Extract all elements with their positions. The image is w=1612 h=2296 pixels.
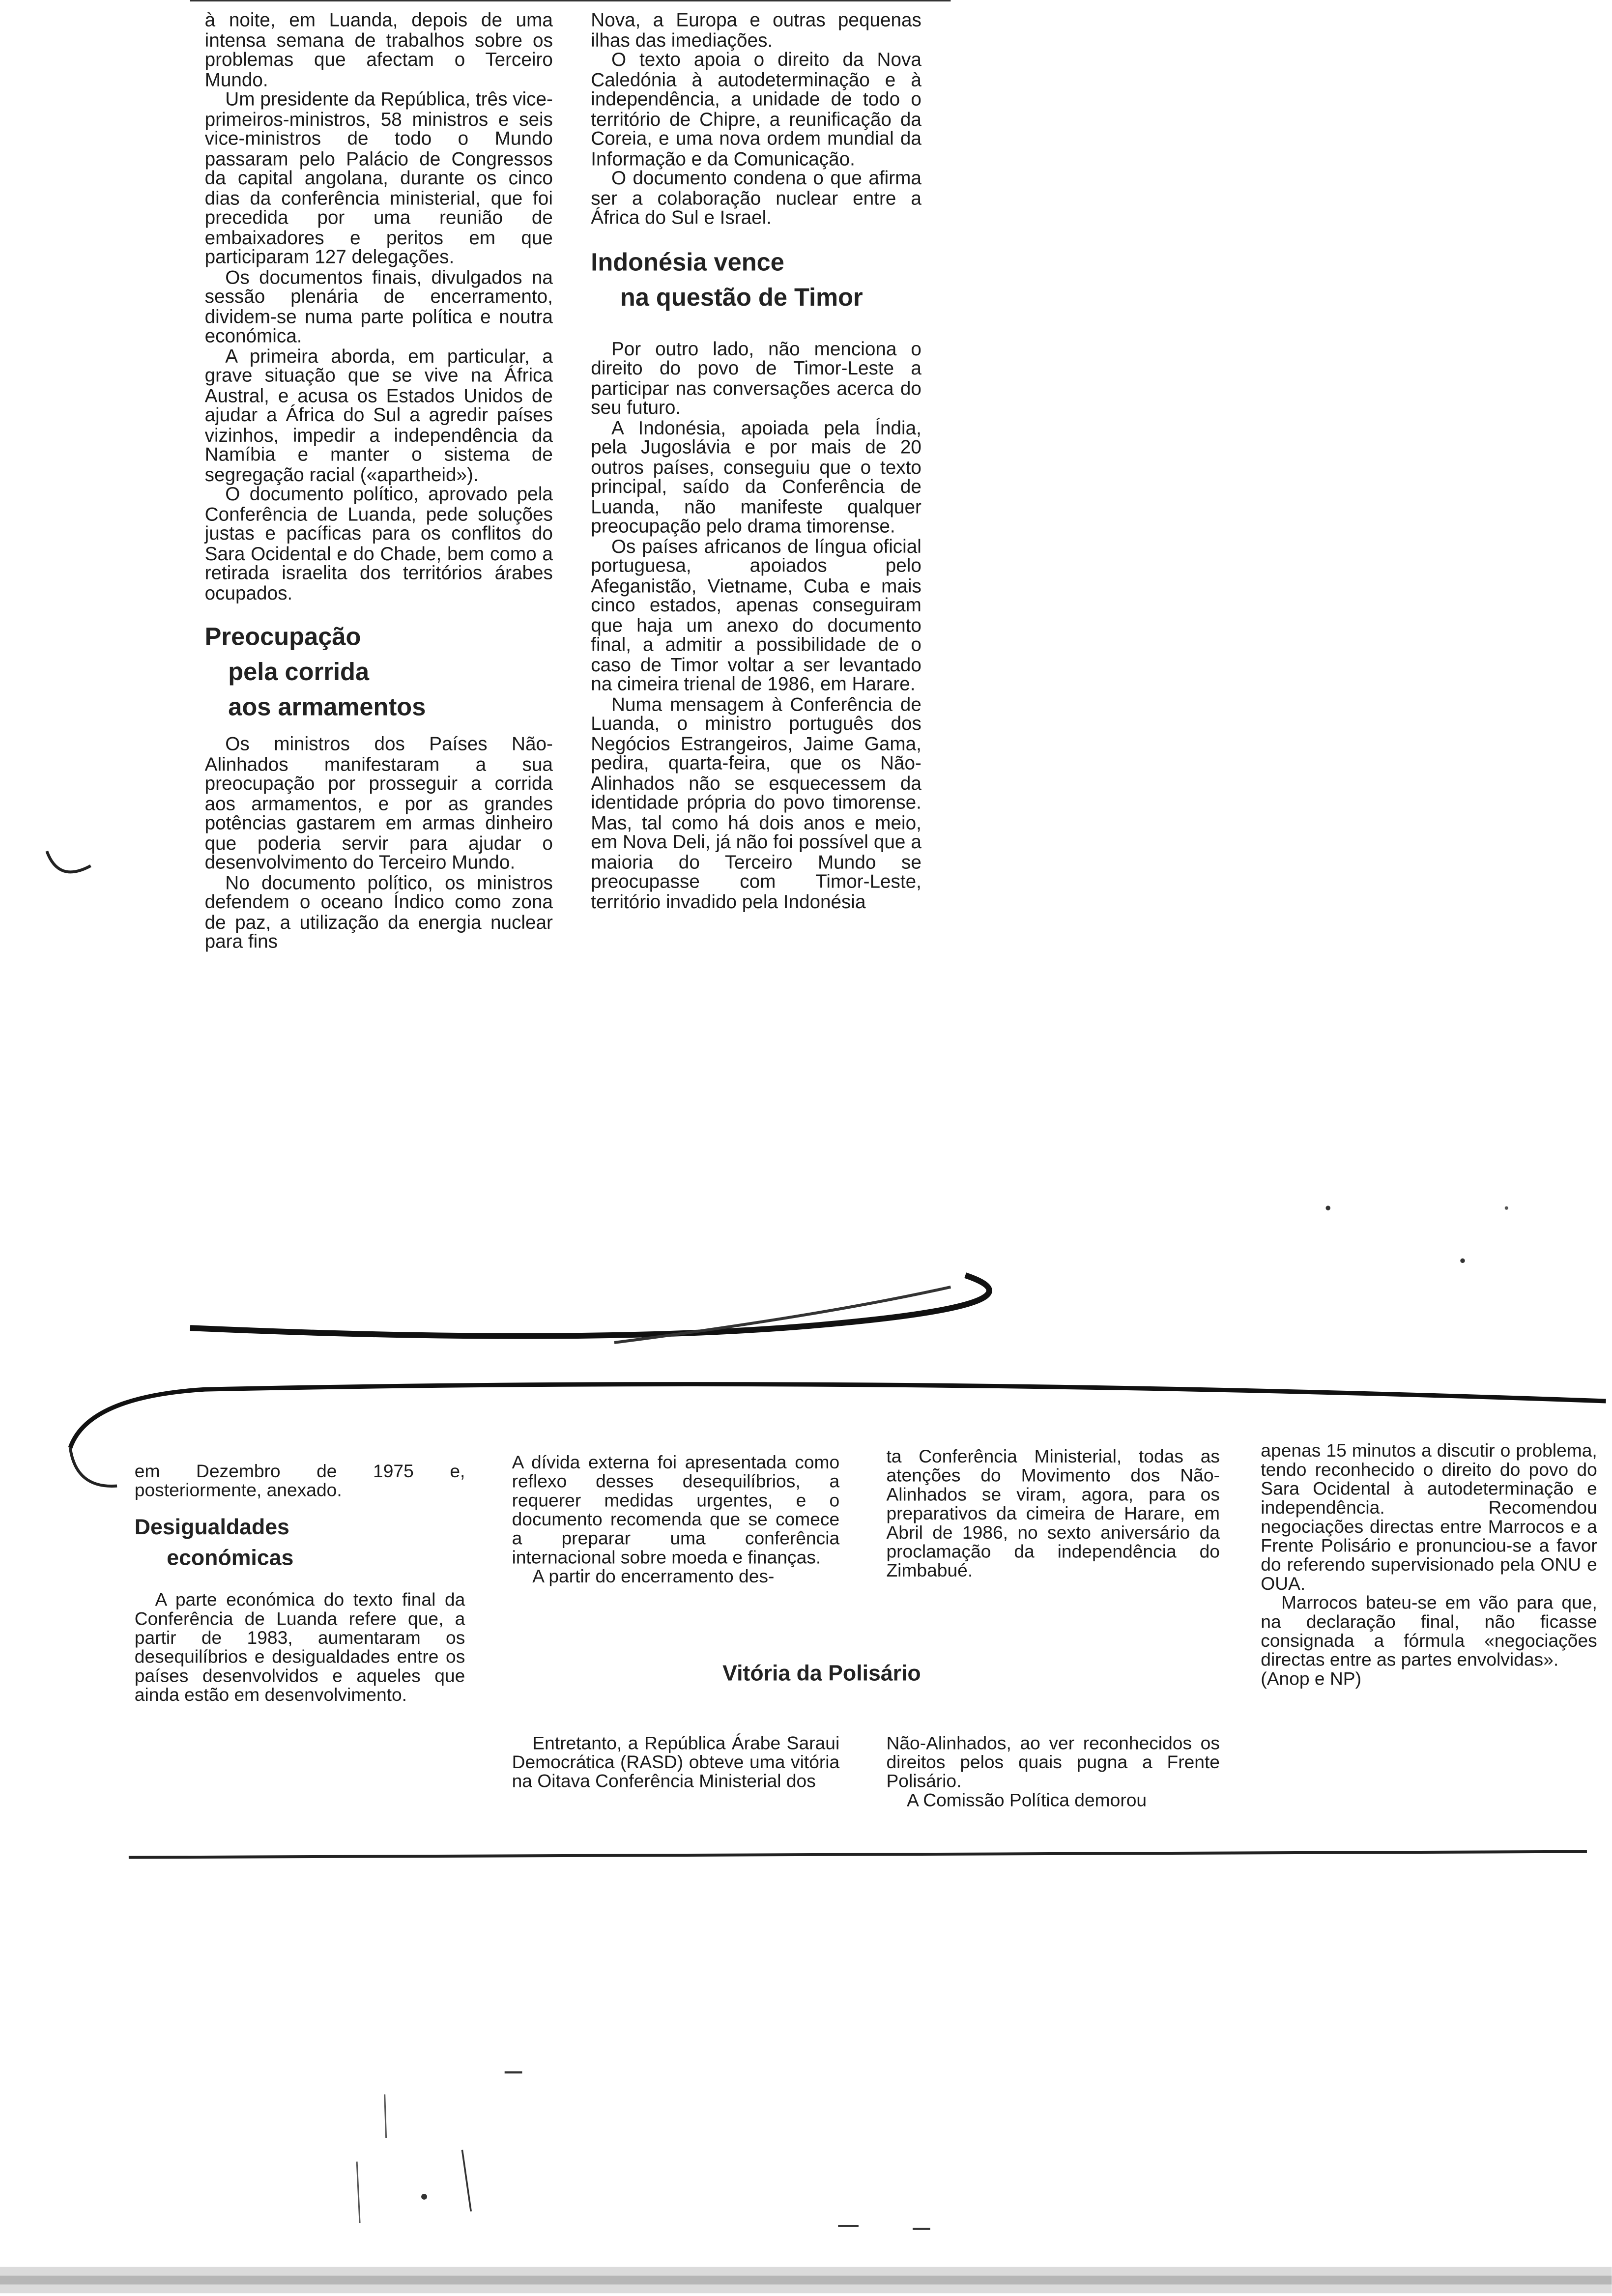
column-2-paragraph: Os países africanos de língua oficial portuguesa, apoiados pelo Afeganistão, Vietname, Cuba e mais cinco estados, apenas conseguiram que haja um anexo do documento final, a admitir a possibilidade de o caso de Timor voltar a ser levantado na cimeira trienal de 1986, em Harare. <box>591 534 921 695</box>
lower-column-2-paragraph: A partir do encerramento des- <box>532 1566 775 1587</box>
column-1-paragraph: Os documentos finais, divulgados na sessão plenária de encerramento, dividem-se numa parte política e noutra económica. <box>204 265 553 347</box>
lower-column-3b <box>886 1735 1220 1811</box>
stray-dot <box>421 2194 427 2200</box>
lower-column-1 <box>135 1463 465 1705</box>
column-2-paragraph: Por outro lado, não menciona o direito do povo de Timor-Leste a participar nas conversações acerca do seu futuro. <box>591 337 921 419</box>
credit-line: (Anop e NP) <box>1261 1668 1362 1690</box>
column-2-lead: Nova, a Europa e outras pequenas ilhas das imediações. <box>591 8 921 51</box>
lower-column-3-paragraph: A Comissão Política demorou <box>907 1790 1147 1811</box>
column-2-paragraph: A Indonésia, apoiada pela Índia, pela Jugoslávia e por mais de 20 outros países, conseguiu que o texto principal, saído da Conferência de Luanda, não manifeste qualquer preocupação pelo drama timorense. <box>591 416 921 537</box>
subheading-desigualdades <box>135 1512 465 1574</box>
cut-line-stroke <box>190 1275 989 1336</box>
lower-column-4-paragraph: apenas 15 minutos a discutir o problema, tendo reconhecido o direito do povo do Sara Ocidental à autodeterminação e independência. Recomendou negociações directas entre Marrocos e a Frente Polisário e pronunciou-se a favor do referendo supervisionado pela ONU e OUA. <box>1261 1440 1597 1594</box>
column-1-paragraph: A primeira aborda, em particular, a grave situação que se vive na África Austral, e acusa os Estados Unidos de ajudar a África do Sul a agredir países vizinhos, impedir a independência da Namíbia e manter o sistema de segregação racial («apartheid»). <box>204 344 553 485</box>
subheading-line: Desigualdades <box>134 1515 289 1540</box>
lower-column-1-paragraph: A parte económica do texto final da Conferência de Luanda refere que, a partir de 1983, aumentaram os desequilíbrios e desigualdades entre os países desenvolvidos e aqueles que ainda estão em desenvolvimento. <box>134 1589 465 1706</box>
cut-line-stroke <box>70 1384 1606 1448</box>
lower-column-1-lead: em Dezembro de 1975 e, posteriormente, anexado. <box>134 1461 465 1501</box>
cut-line-stroke <box>70 1448 117 1486</box>
separator-rule <box>129 1852 1587 1858</box>
subheading-line: pela corrida <box>228 658 370 686</box>
lower-column-4 <box>1261 1442 1597 1689</box>
lower-column-2-paragraph: A dívida externa foi apresentada como reflexo desses desequilíbrios, a requerer medidas urgentes, e o documento recomenda que se comece a preparar uma conferência internacional sobre moeda e finanças. <box>512 1452 840 1568</box>
column-2-paragraph: Numa mensagem à Conferência de Luanda, o ministro português dos Negócios Estrangeiros, Jaime Gama, pedira, quarta-feira, que os Não-Alinhados não se esquecessem da identidade própria do povo timorense. Mas, tal como há dois anos e meio, em Nova Deli, já não foi possível que a maioria do Terceiro Mundo se preocupasse com Timor-Leste, território invadido pela Indonésia <box>591 692 921 912</box>
column-2-paragraph: O texto apoia o direito da Nova Caledónia à autodeterminação e à independência, a unidade de todo o território de Chipre, a reunificação da Coreia, e uma nova ordem mundial da Informação e da Comunicação. <box>591 48 921 169</box>
subheading-line: Preocupação <box>204 623 361 651</box>
lower-column-3-paragraph: ta Conferência Ministerial, todas as atenções do Movimento dos Não-Alinhados se viram, agora, para os preparativos da cimeira de Harare, em Abril de 1986, no sexto aniversário da proclamação da independência do Zimbabué. <box>886 1446 1220 1581</box>
column-1-paragraph: Os ministros dos Países Não-Alinhados manifestaram a sua preocupação por prosseguir a corrida aos armamentos, e por as grandes potências gastarem em armas dinheiro que poderia servir para ajudar o desenvolvimento do Terceiro Mundo. <box>204 732 553 873</box>
lower-column-4-paragraph: Marrocos bateu-se em vão para que, na declaração final, não ficasse consignada a fórmula «negociações directas entre as partes envolvidas». <box>1261 1592 1597 1670</box>
subheading-line: económicas <box>167 1546 294 1571</box>
lower-column-3-paragraph: Não-Alinhados, ao ver reconhecidos os direitos pelos quais pugna a Frente Polisário. <box>886 1733 1220 1792</box>
lower-column-2b <box>512 1735 840 1792</box>
lower-column-3 <box>886 1448 1220 1581</box>
column-2-paragraph: O documento condena o que afirma ser a colaboração nuclear entre a África do Sul e Israel. <box>591 167 921 229</box>
column-1-paragraph: Um presidente da República, três vice-primeiros-ministros, 58 ministros e seis vice-ministros de todo o Mundo passaram pelo Palácio de Congressos da capital angolana, durante os cinco dias da conferência ministerial, que foi precedida por uma reunião de embaixadores e peritos em que participaram 127 delegações. <box>204 87 553 268</box>
column-1-lead: à noite, em Luanda, depois de uma intensa semana de trabalhos sobre os problemas que afectam o Terceiro Mundo. <box>204 8 553 90</box>
stray-mark <box>357 2162 360 2223</box>
subheading-line: aos armamentos <box>228 693 426 721</box>
bottom-noise-band <box>0 2276 1612 2285</box>
subheading-polisario: Vitória da Polisário <box>722 1661 921 1687</box>
column-1-paragraph: No documento político, os ministros defendem o oceano Índico como zona de paz, a utilização da energia nuclear para fins <box>204 871 553 952</box>
stray-dot <box>1460 1259 1465 1263</box>
lower-column-2 <box>512 1454 840 1587</box>
column-1-paragraph: O documento político, aprovado pela Conferência de Luanda, pede soluções justas e pacíficas para os conflitos do Sara Ocidental e do Chade, bem como a retirada israelita dos territórios árabes ocupados. <box>204 483 553 603</box>
subheading-line: Indonésia vence <box>591 248 784 276</box>
subheading-line: na questão de Timor <box>620 283 863 311</box>
lower-column-2-paragraph: Entretanto, a República Árabe Saraui Democrática (RASD) obteve uma vitória na Oitava Conferência Ministerial dos <box>512 1733 840 1792</box>
stray-dot <box>1505 1206 1508 1210</box>
stray-dot <box>1325 1205 1330 1210</box>
pen-tick-mark <box>47 851 90 872</box>
heading-polisario-block <box>722 1659 1044 1689</box>
stray-mark <box>462 2150 471 2211</box>
stray-mark <box>385 2095 386 2138</box>
